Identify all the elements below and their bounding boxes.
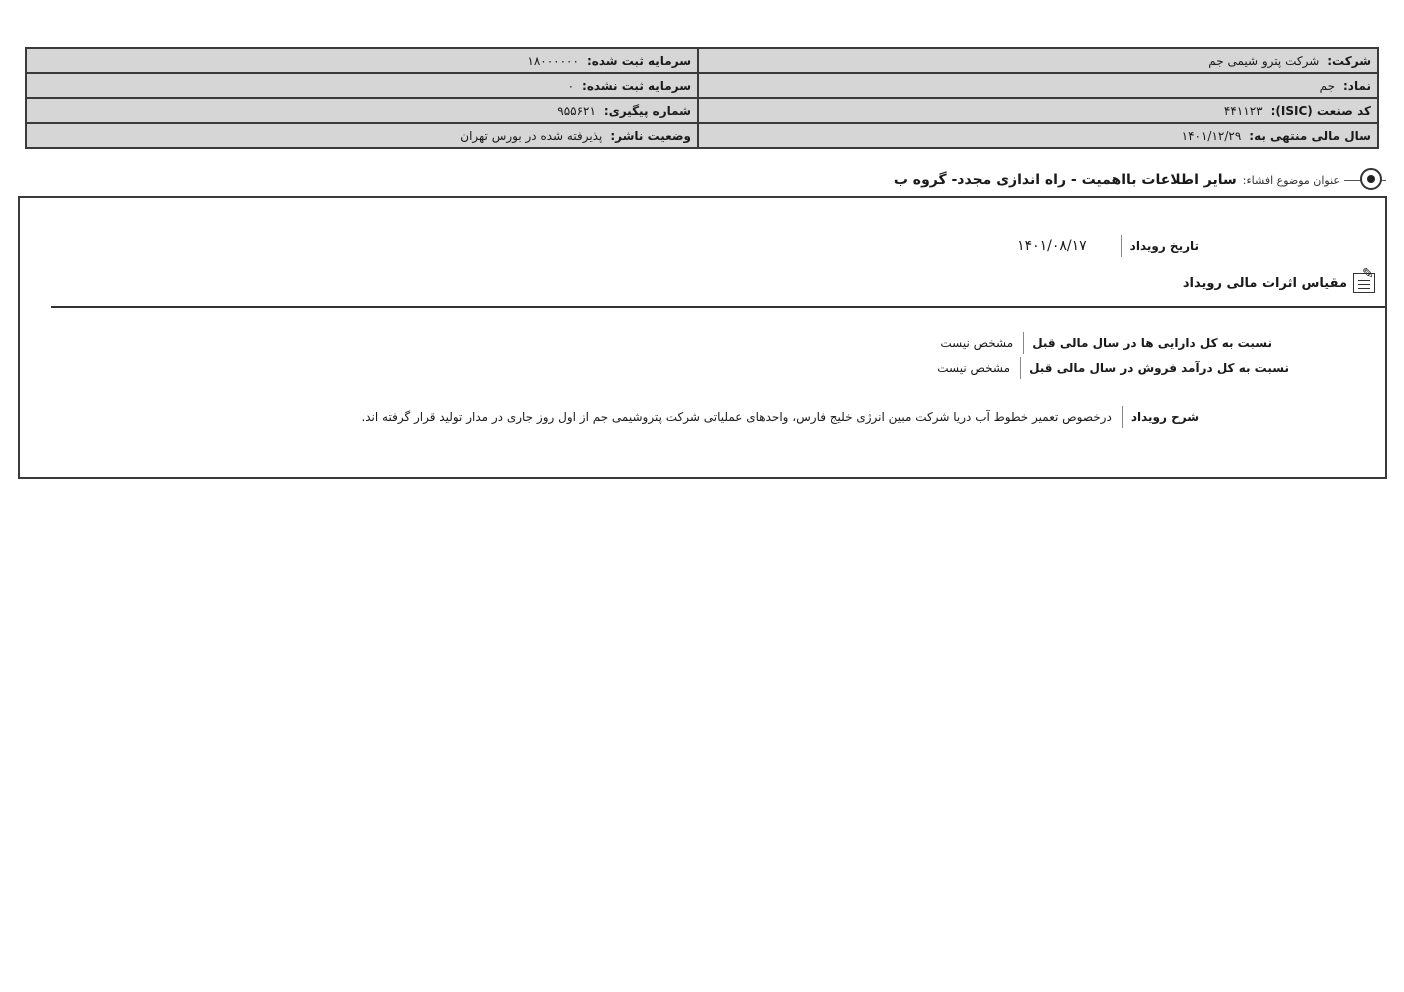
capital-unregistered-value: ۰ xyxy=(567,78,575,93)
event-date-value: ۱۴۰۱/۰۸/۱۷ xyxy=(1017,238,1087,254)
capital-unregistered-label: سرمایه ثبت نشده: xyxy=(582,78,691,93)
capital-registered-cell xyxy=(26,48,698,73)
symbol-cell xyxy=(698,73,1378,98)
sales-ratio-label: نسبت به کل درآمد فروش در سال مالی قبل xyxy=(1020,357,1289,379)
issuer-status-cell xyxy=(26,123,698,148)
capital-registered-label: سرمایه ثبت شده: xyxy=(586,53,691,68)
assets-ratio-value: مشخص نیست xyxy=(940,336,1014,350)
symbol-label: نماد: xyxy=(1342,78,1371,93)
note-edit-icon xyxy=(1353,273,1375,293)
target-icon xyxy=(1360,168,1382,190)
fiscal-year-cell xyxy=(698,123,1378,148)
company-info-table xyxy=(25,47,1379,149)
event-description-label: شرح رویداد xyxy=(1122,406,1199,428)
capital-registered-value: ۱۸۰۰۰۰۰۰ xyxy=(527,53,579,68)
company-cell xyxy=(698,48,1378,73)
assets-ratio-label: نسبت به کل دارایی ها در سال مالی قبل xyxy=(1023,332,1272,354)
fiscal-year-label: سال مالی منتهی به: xyxy=(1249,128,1371,143)
assets-ratio-row xyxy=(940,332,1272,354)
issuer-status-label: وضعیت ناشر: xyxy=(610,128,691,143)
event-date-row xyxy=(1017,235,1199,257)
info-row xyxy=(26,73,1378,98)
isic-label: کد صنعت (ISIC): xyxy=(1270,103,1371,118)
company-value: شرکت پترو شیمی جم xyxy=(1208,53,1320,68)
issuer-status-value: پذیرفته شده در بورس تهران xyxy=(460,128,603,143)
financial-effects-section xyxy=(1183,273,1375,293)
section-title: مقیاس اثرات مالی رویداد xyxy=(1182,275,1347,291)
event-box xyxy=(18,196,1387,479)
sales-ratio-value: مشخص نیست xyxy=(937,361,1011,375)
divider xyxy=(51,306,1385,308)
event-description-row xyxy=(361,406,1199,428)
tracking-label: شماره پیگیری: xyxy=(603,103,691,118)
tracking-cell xyxy=(26,98,698,123)
tracking-value: ۹۵۵۶۲۱ xyxy=(557,103,596,118)
subject-label: عنوان موضوع افشاء: xyxy=(1242,173,1340,187)
company-label: شرکت: xyxy=(1327,53,1371,68)
event-date-label: تاریخ رویداد xyxy=(1121,235,1199,257)
isic-value: ۴۴۱۱۲۳ xyxy=(1223,103,1263,118)
info-row xyxy=(26,98,1378,123)
subject-title: سایر اطلاعات بااهمیت - راه اندازی مجدد- گروه ب xyxy=(893,172,1237,188)
fiscal-year-value: ۱۴۰۱/۱۲/۲۹ xyxy=(1181,128,1242,143)
info-row xyxy=(26,123,1378,148)
sales-ratio-row xyxy=(937,357,1289,379)
event-description-value: درخصوص تعمیر خطوط آب دریا شرکت مبین انرژی خلیج فارس، واحدهای عملیاتی شرکت پتروشیمی جم از اول روز جاری در مدار تولید قرار گرفته اند. xyxy=(361,410,1112,424)
info-row xyxy=(26,48,1378,73)
isic-cell xyxy=(698,98,1378,123)
capital-unregistered-cell xyxy=(26,73,698,98)
symbol-value: جم xyxy=(1319,78,1335,93)
disclosure-subject xyxy=(300,166,1386,194)
